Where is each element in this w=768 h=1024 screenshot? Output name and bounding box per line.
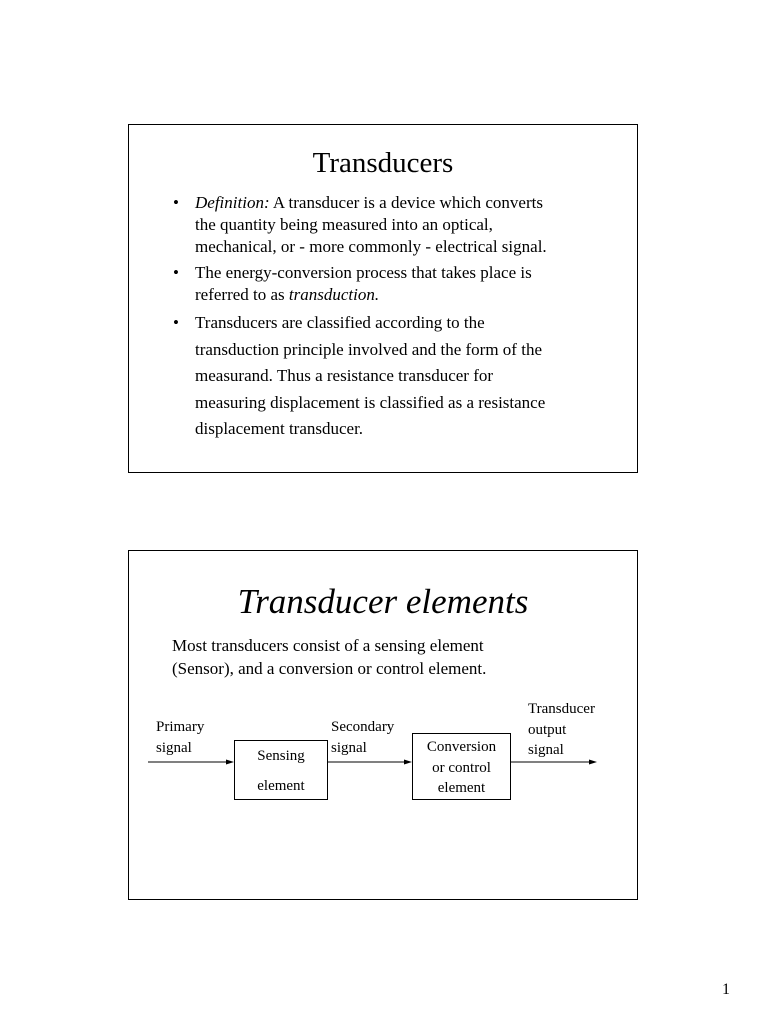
intro-line: (Sensor), and a conversion or control element. [172, 659, 487, 678]
bullet-line: measuring displacement is classified as a resistance [195, 392, 546, 412]
slide-title: Transducer elements [237, 582, 529, 621]
bullet-line: measurand. Thus a resistance transducer for [195, 366, 494, 385]
bullet-line [195, 193, 543, 212]
bullet-text: A transducer is a device which converts [269, 193, 543, 212]
page-number: 1 [722, 981, 730, 998]
bullet-text: referred to as [195, 285, 289, 304]
slide-transducer-elements [128, 550, 638, 900]
arrowhead-icon [226, 760, 234, 765]
arrowhead-icon [404, 760, 412, 765]
transduction-term: transduction. [288, 285, 380, 304]
bullet-dot-icon: • [173, 193, 179, 212]
bullet-energy-conversion [173, 262, 613, 306]
bullet-line: The energy-conversion process that takes place is [195, 263, 532, 282]
bullet-dot-icon: • [173, 263, 179, 282]
conversion-element-box [412, 733, 511, 800]
slide-transducers [128, 124, 638, 473]
bullet-list [173, 192, 613, 443]
box-line: element [437, 780, 486, 796]
primary-signal-label: Primary signal [156, 719, 205, 756]
box-line: or control [432, 759, 491, 776]
intro-line: Most transducers consist of a sensing element [172, 636, 484, 655]
bullet-line: transduction principle involved and the form of the [195, 339, 542, 359]
bullet-line: mechanical, or - more commonly - electrical signal. [195, 237, 547, 256]
box-line: Sensing [257, 748, 305, 764]
bullet-dot-icon: • [173, 313, 179, 332]
sensing-element-box [234, 740, 328, 800]
slide-title: Transducers [312, 147, 454, 179]
definition-label: Definition: [195, 193, 270, 212]
secondary-signal-label: Secondary signal [331, 719, 395, 756]
block-diagram [129, 551, 639, 901]
box-line: element [257, 778, 305, 794]
bullet-line [195, 285, 379, 304]
bullet-line: Transducers are classified according to the [195, 313, 485, 332]
bullet-definition [173, 192, 613, 258]
output-signal-label: Transducer output signal [528, 701, 595, 758]
box-line: Conversion [426, 739, 497, 755]
bullet-line: displacement transducer. [195, 419, 364, 438]
bullet-line: the quantity being measured into an optical, [195, 215, 493, 234]
bullet-classification [173, 310, 613, 443]
